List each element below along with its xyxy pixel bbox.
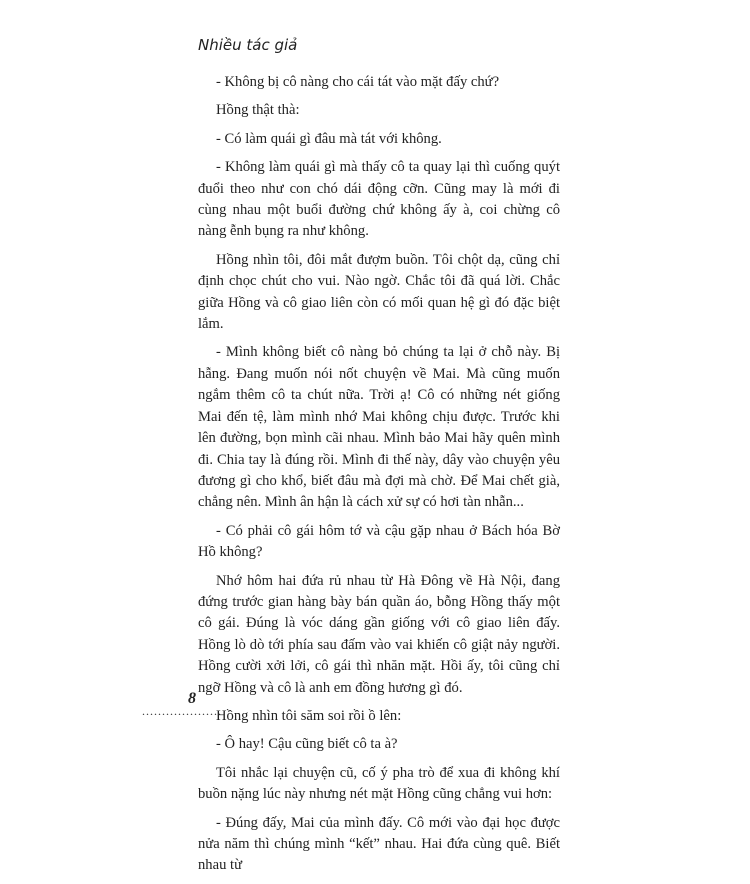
body-text [198, 72, 560, 884]
running-head: Nhiều tác giả [198, 36, 298, 54]
paragraph: - Không làm quái gì mà thấy cô ta quay lại thì cuống quýt đuổi theo như con chó dái động cỡn. Cũng may là mới đi cùng nhau một buổi đường chứ không ấy à, coi chừng cô nàng ễnh bụng ra như không. [198, 159, 560, 240]
paragraph: - Mình không biết cô nàng bỏ chúng ta lại ở chỗ này. Bị hẫng. Đang muốn nói nốt chuyện về Mai. Mà cũng muốn ngắm thêm cô ta chút nữa. Trời ạ! Cô có những nét giống Mai đến tệ, làm mình nhớ Mai không chịu được. Trước khi lên đường, bọn mình cãi nhau. Mình bảo Mai hãy quên mình đi. Chia tay là đúng rồi. Mình đi thế này, dây vào chuyện yêu đương gì cho khổ, biết đâu mà đợi mà chờ. Để Mai chết già, chẳng nên. Mình ân hận là cách xử sự có hơi tàn nhẫn... [198, 344, 560, 511]
folio-dots: .................... [142, 704, 222, 718]
paragraph: - Có phải cô gái hôm tớ và cậu gặp nhau ở Bách hóa Bờ Hồ không? [198, 522, 560, 561]
paragraph: Hồng nhìn tôi săm soi rồi ồ lên: [216, 707, 402, 724]
paragraph: - Không bị cô nàng cho cái tát vào mặt đấy chứ? [216, 74, 500, 90]
paragraph: Tôi nhắc lại chuyện cũ, cố ý pha trò để xua đi không khí buồn nặng lúc này nhưng nét mặt Hồng cũng chẳng vui hơn: [198, 764, 560, 803]
paragraph: - Ô hay! Cậu cũng biết cô ta à? [216, 736, 398, 753]
paragraph: Hồng nhìn tôi, đôi mắt đượm buồn. Tôi chột dạ, cũng chỉ định chọc chút cho vui. Nào ngờ. Chắc tôi đã quá lời. Chắc giữa Hồng và cô giao liên còn có mối quan hệ gì đó đặc biệt lắm. [198, 251, 560, 333]
paragraph: - Đúng đấy, Mai của mình đấy. Cô mới vào đại học được nửa năm thì chúng mình “kết” nhau. Hai đứa cùng quê. Biết nhau từ [198, 814, 560, 874]
paragraph: Nhớ hôm hai đứa rủ nhau từ Hà Đông về Hà Nội, đang đứng trước gian hàng bày bán quần áo, bỗng Hồng thấy một cô gái. Đúng là vóc dáng gần giống với cô giao liên đấy. Hồng lò dò tới phía sau đấm vào vai khiến cô giật nảy người. Hồng cười xởi lởi, cô gái thì nhăn mặt. Hồi ấy, tôi cũng chỉ ngỡ Hồng và cô là anh em đồng hương gì đó. [198, 572, 560, 696]
paragraph: - Có làm quái gì đâu mà tát với không. [216, 130, 442, 147]
paragraph: Hồng thật thà: [216, 102, 300, 119]
page-number: 8 [188, 690, 196, 707]
